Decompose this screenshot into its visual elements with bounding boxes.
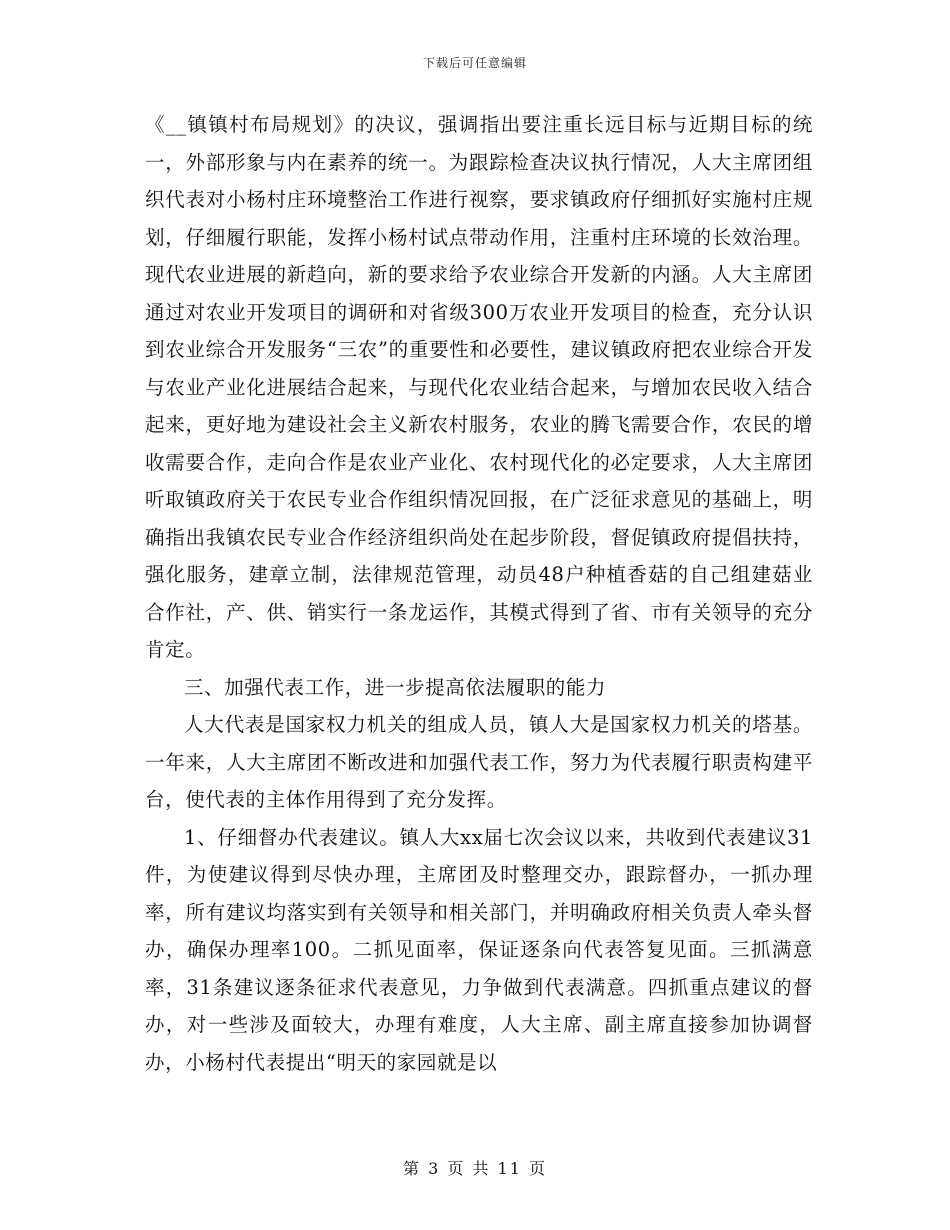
page-header: 下载后可任意编辑 xyxy=(422,56,527,70)
document-body xyxy=(145,106,813,1081)
paragraph-1: 《__镇镇村布局规划》的决议，强调指出要注重长远目标与近期目标的统一，外部形象与内在素养的统一。为跟踪检查决议执行情况，人大主席团组织代表对小杨村庄环境整治工作进行视察，要求镇政府仔细抓好实施村庄规划，仔细履行职能，发挥小杨村试点带动作用，注重村庄环境的长效治理。现代农业进展的新趋向，新的要求给予农业综合开发新的内涵。人大主席团通过对农业开发项目的调研和对省级300万农业开发项目的检查，充分认识到农业综合开发服务“三农”的重要性和必要性，建议镇政府把农业综合开发与农业产业化进展结合起来，与现代化农业结合起来，与增加农民收入结合起来，更好地为建设社会主义新农村服务，农业的腾飞需要合作，农民的增收需要合作，走向合作是农业产业化、农村现代化的必定要求，人大主席团听取镇政府关于农民专业合作组织情况回报，在广泛征求意见的基础上，明确指出我镇农民专业合作经济组织尚处在起步阶段，督促镇政府提倡扶持，强化服务，建章立制，法律规范管理，动员48户种植香菇的自己组建菇业合作社，产、供、销实行一条龙运作，其模式得到了省、市有关领导的充分肯定。 xyxy=(145,113,813,661)
paragraph-2: 人大代表是国家权力机关的组成人员，镇人大是国家权力机关的塔基。一年来，人大主席团不断改进和加强代表工作，努力为代表履行职责构建平台，使代表的主体作用得到了充分发挥。 xyxy=(145,713,813,811)
section-heading: 三、加强代表工作，进一步提高依法履职的能力 xyxy=(184,675,607,699)
paragraph-3: 1、仔细督办代表建议。镇人大xx届七次会议以来，共收到代表建议31件，为使建议得到尽快办理，主席团及时整理交办，跟踪督办，一抓办理率，所有建议均落实到有关领导和相关部门，并明确政府相关负责人牵头督办，确保办理率100。二抓见面率，保证逐条向代表答复见面。三抓满意率，31条建议逐条征求代表意见，力争做到代表满意。四抓重点建议的督办，对一些涉及面较大，办理有难度，人大主席、副主席直接参加协调督办，小杨村代表提出“明天的家园就是以 xyxy=(145,825,813,1074)
page-footer: 第 3 页 共 11 页 xyxy=(403,1159,547,1178)
